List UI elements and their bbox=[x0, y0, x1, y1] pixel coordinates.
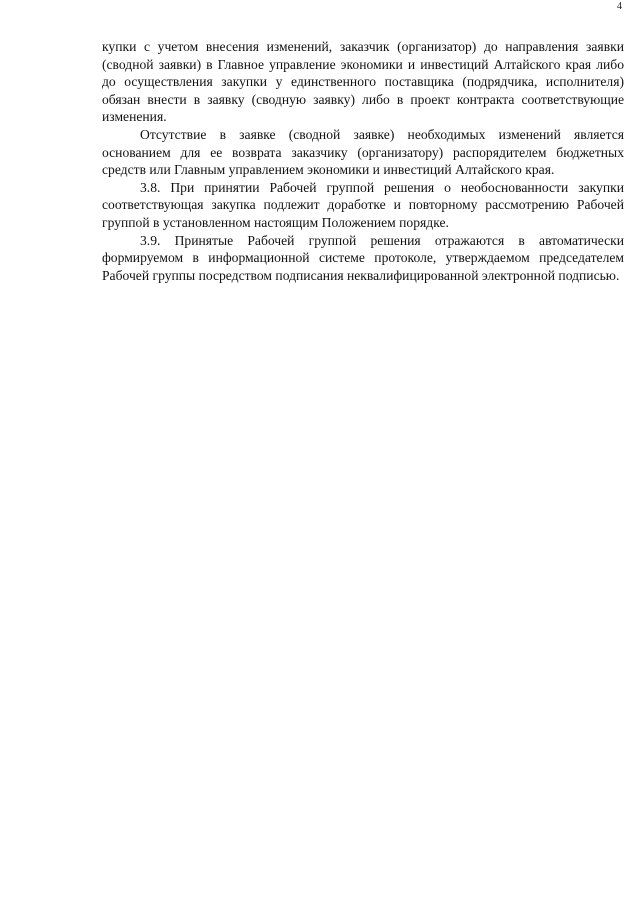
paragraph-continuation: купки с учетом внесения изменений, заказчик (организатор) до направления заявки (сводной заявки) в Главное управление экономики и инвестиций Алтайского края либо до осуществления закупки у единственного поставщика (подрядчика, исполнителя) обязан внести в заявку (сводную заявку) либо в проект контракта соответствующие изменения. bbox=[102, 39, 624, 125]
paragraph-3-8: 3.8. При принятии Рабочей группой решения о необоснованности закупки соответствующая закупка подлежит доработке и повторному рассмотрению Рабочей группой в установленном настоящим Положением порядке. bbox=[102, 179, 624, 230]
paragraph-missing-changes: Отсутствие в заявке (сводной заявке) необходимых изменений является основанием для ее возврата заказчику (организатору) распорядителем бюджетных средств или Главным управлением экономики и инвестиций Алтайского края. bbox=[102, 126, 624, 178]
paragraph-3-9: 3.9. Принятые Рабочей группой решения отражаются в автоматически формируемом в информационной системе протоколе, утверждаемом председателем Рабочей группы посредством подписания неквалифицированной электронной подписью. bbox=[102, 232, 624, 283]
document-body bbox=[102, 38, 624, 284]
page-number: 4 bbox=[617, 1, 622, 12]
